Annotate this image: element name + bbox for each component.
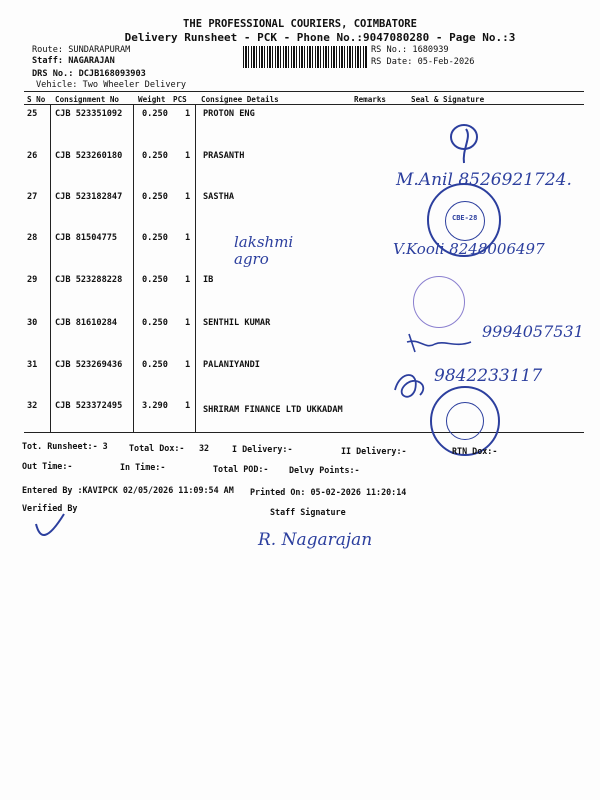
- row-consignee: SHRIRAM FINANCE LTD UKKADAM: [203, 405, 343, 415]
- total-dox-value: 32: [199, 443, 210, 453]
- stamp-text: [420, 255, 442, 256]
- row-weight: 3.290: [142, 401, 168, 411]
- row-sno: 31: [27, 360, 38, 370]
- staff-signature: R. Nagarajan: [258, 530, 373, 550]
- row-consignment: CJB 523182847: [55, 192, 123, 202]
- in-time: In Time:-: [120, 462, 166, 472]
- row-sno: 25: [27, 109, 38, 119]
- row-pcs: 1: [185, 275, 191, 285]
- printed-on: Printed On: 05-02-2026 11:20:14: [250, 487, 407, 497]
- row-pcs: 1: [185, 360, 191, 370]
- staff-signature-label: Staff Signature: [270, 507, 346, 517]
- rtn-dox: RTN Dox:-: [452, 446, 498, 456]
- out-time: Out Time:-: [22, 461, 73, 471]
- signature-scribble: [390, 365, 435, 405]
- runsheet-title: Delivery Runsheet - PCK - Phone No.:9047080280 - Page No.:3: [124, 31, 516, 44]
- row-pcs: 1: [185, 151, 191, 161]
- staff-name: Staff: NAGARAJAN: [32, 56, 115, 66]
- drs-number: DRS No.: DCJB168093903: [32, 69, 146, 79]
- handwritten-signature: V.Kooli 8248006497: [393, 240, 545, 258]
- handwritten-signature: M.Anil 8526921724.: [396, 170, 572, 190]
- row-consignment: CJB 523288228: [55, 275, 123, 285]
- row-consignment: CJB 523372495: [55, 401, 123, 411]
- row-weight: 0.250: [142, 360, 168, 370]
- row-consignee: IB: [203, 275, 214, 285]
- row-pcs: 1: [185, 109, 191, 119]
- row-sno: 26: [27, 151, 38, 161]
- row-weight: 0.250: [142, 109, 168, 119]
- col-seal: Seal & Signature: [411, 95, 485, 104]
- row-sno: 28: [27, 233, 38, 243]
- handwritten-phone: 9842233117: [434, 366, 543, 386]
- signature-scribble: [440, 115, 490, 167]
- row-pcs: 1: [185, 192, 191, 202]
- faint-seal-stamp: [413, 276, 465, 328]
- col-sno: S No: [27, 95, 46, 104]
- row-sno: 29: [27, 275, 38, 285]
- entered-by: Entered By :KAVIPCK 02/05/2026 11:09:54 AM: [22, 485, 234, 495]
- row-weight: 0.250: [142, 151, 168, 161]
- col-remarks: Remarks: [354, 95, 387, 104]
- row-consignment: CJB 81610284: [55, 318, 118, 328]
- row-consignee: SASTHA: [203, 192, 235, 202]
- barcode: [243, 46, 367, 68]
- stamp-text: [430, 455, 446, 456]
- row-consignment: CJB 523269436: [55, 360, 123, 370]
- row-consignee: PROTON ENG: [203, 109, 255, 119]
- vehicle: Vehicle: Two Wheeler Delivery: [36, 80, 187, 90]
- row-weight: 0.250: [142, 192, 168, 202]
- col-weight: Weight: [138, 95, 166, 104]
- row-consignee: PALANIYANDI: [203, 360, 260, 370]
- total-pod: Total POD:-: [213, 464, 269, 474]
- row-consignment: CJB 523351092: [55, 109, 123, 119]
- i-delivery: I Delivery:-: [232, 444, 293, 454]
- row-sno: 32: [27, 401, 38, 411]
- col-consignment: Consignment No: [55, 95, 120, 104]
- row-sno: 30: [27, 318, 38, 328]
- row-weight: 0.250: [142, 233, 168, 243]
- row-sno: 27: [27, 192, 38, 202]
- handwritten-consignee: lakshmi agro: [234, 233, 294, 268]
- total-dox-label: Total Dox:-: [129, 443, 185, 453]
- row-pcs: 1: [185, 318, 191, 328]
- row-weight: 0.250: [142, 318, 168, 328]
- row-consignment: CJB 81504775: [55, 233, 118, 243]
- col-pcs: PCS: [173, 95, 187, 104]
- col-consignee: Consignee Details: [201, 95, 279, 104]
- company-name: THE PROFESSIONAL COURIERS, COIMBATORE: [183, 18, 417, 30]
- row-consignee: PRASANTH: [203, 151, 245, 161]
- handwritten-phone: 9994057531: [482, 322, 584, 341]
- route: Route: SUNDARAPURAM: [32, 45, 131, 55]
- ii-delivery: II Delivery:-: [341, 446, 407, 456]
- row-pcs: 1: [185, 401, 191, 411]
- rs-number: RS No.: 1680939: [371, 45, 449, 55]
- company-seal-stamp: CBE-28: [427, 183, 501, 257]
- row-pcs: 1: [185, 233, 191, 243]
- verified-by: Verified By: [22, 503, 78, 513]
- row-consignee: SENTHIL KUMAR: [203, 318, 271, 328]
- delvy-points: Delvy Points:-: [289, 465, 360, 475]
- tot-runsheet: Tot. Runsheet:- 3: [22, 441, 108, 451]
- row-consignment: CJB 523260180: [55, 151, 123, 161]
- rs-date: RS Date: 05-Feb-2026: [371, 57, 475, 67]
- row-weight: 0.250: [142, 275, 168, 285]
- signature-scribble: [405, 330, 475, 355]
- verified-tick: [30, 510, 70, 542]
